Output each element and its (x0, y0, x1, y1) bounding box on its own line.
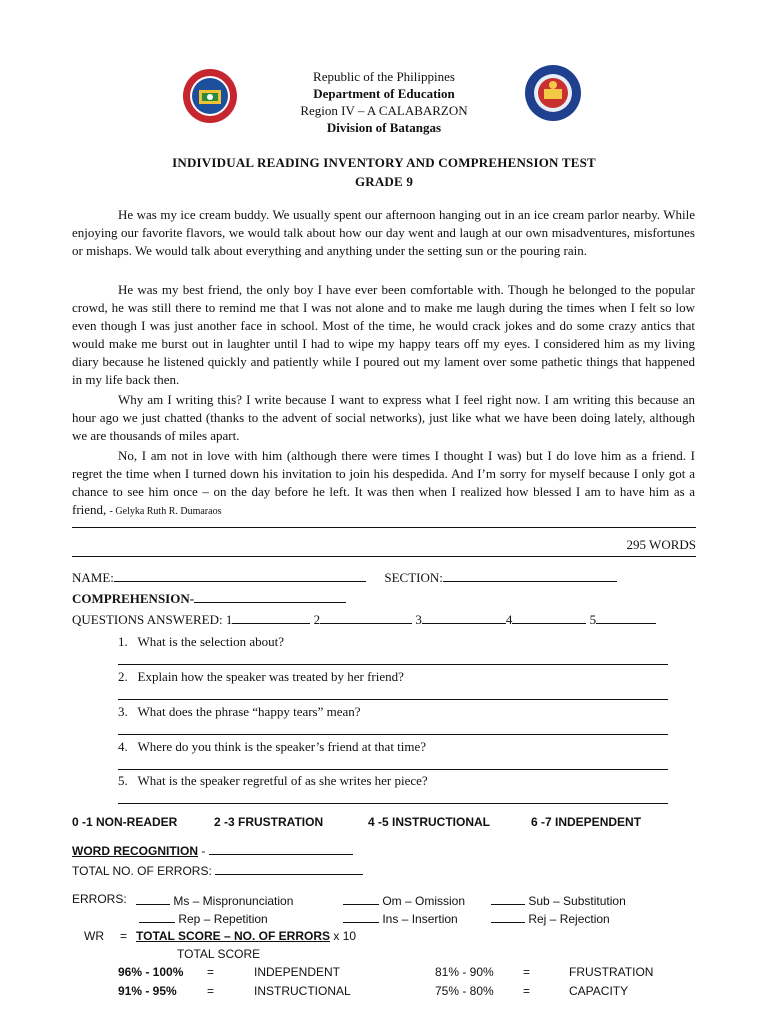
comprehension-row (72, 590, 346, 607)
scale-range-2: 81% - 90% (435, 965, 494, 979)
section-field[interactable] (443, 569, 617, 582)
error-insertion (343, 910, 458, 926)
substitution-label: Sub – Substitution (528, 894, 626, 908)
answer-line-4[interactable] (118, 769, 668, 770)
header (0, 68, 768, 136)
name-label: NAME: (72, 570, 114, 585)
page-title (0, 153, 768, 191)
substitution-field[interactable] (491, 892, 525, 905)
name-row (72, 569, 696, 586)
header-region: Region IV – A CALABARZON (300, 103, 468, 118)
header-republic: Republic of the Philippines (313, 69, 455, 84)
passage-paragraph-4-text: No, I am not in love with him (although there were times I thought I was) but I do love him as a friend. I regret the time when I turned down his invitation to join his despedida. And I’m sorry for myself because I only got a chance to see him once – on the day before he left. It was then when I realized how blessed I am to have him as a friend, (72, 448, 695, 517)
passage-paragraph-4 (72, 447, 695, 521)
question-4: 4. Where do you think is the speaker’s friend at that time? (118, 739, 427, 754)
formula-denominator: TOTAL SCORE (177, 947, 261, 961)
scale-eq-4: = (523, 984, 531, 998)
passage-paragraph-1: He was my ice cream buddy. We usually spent our afternoon hanging out in an ice cream parlor nearby. While enjoying our favorite flavors, we would talk about how our day went and laugh at our own misadventures, misfortunes or mishaps. We would talk about everything and anything under the setting sun or the pouring rain. (72, 207, 695, 258)
name-field[interactable] (114, 569, 366, 582)
question-5: 5. What is the speaker regretful of as she writes her piece? (118, 773, 428, 788)
section-label: SECTION: (384, 570, 443, 585)
answer-line-1[interactable] (118, 664, 668, 665)
omission-field[interactable] (343, 892, 379, 905)
q-number-5: 5 (589, 612, 597, 627)
wr-equals: = (120, 929, 128, 943)
scale-level-2: FRUSTRATION (569, 965, 654, 979)
level-independent: 6 -7 INDEPENDENT (531, 815, 642, 829)
questions-answered-label: QUESTIONS ANSWERED: (72, 612, 223, 627)
rejection-label: Rej – Rejection (528, 912, 610, 926)
word-count: 295 WORDS (626, 537, 696, 552)
word-recognition-field[interactable] (209, 842, 353, 855)
scale-level-4: CAPACITY (569, 984, 629, 998)
comprehension-label: COMPREHENSION- (72, 591, 195, 606)
total-errors-label: TOTAL NO. OF ERRORS: (72, 864, 212, 878)
q-number-2: 2 (313, 612, 321, 627)
q-answer-field-5[interactable] (596, 611, 656, 624)
rejection-field[interactable] (491, 910, 525, 923)
error-substitution (491, 892, 626, 908)
passage-bottom-divider (72, 556, 696, 557)
header-division: Division of Batangas (326, 120, 442, 135)
error-repetition (139, 910, 268, 926)
word-recognition-dash: - (198, 844, 206, 858)
wr-label: WR (84, 929, 104, 943)
header-department: Department of Education (313, 86, 455, 101)
passage-top-divider (72, 527, 696, 528)
scale-eq-3: = (207, 984, 215, 998)
answer-line-3[interactable] (118, 734, 668, 735)
level-frustration: 2 -3 FRUSTRATION (214, 815, 324, 829)
comprehension-score-field[interactable] (194, 590, 346, 603)
word-recognition-row (72, 842, 353, 858)
title-line-1: INDIVIDUAL READING INVENTORY AND COMPREHENSION TEST (172, 155, 596, 170)
scale-range-4: 75% - 80% (435, 984, 494, 998)
error-omission (343, 892, 465, 908)
q-answer-field-1[interactable] (232, 611, 310, 624)
scale-level-3: INSTRUCTIONAL (254, 984, 351, 998)
q-number-1: 1 (225, 612, 233, 627)
question-3: 3. What does the phrase “happy tears” mean? (118, 704, 361, 719)
q-answer-field-2[interactable] (320, 611, 412, 624)
error-rejection (491, 910, 610, 926)
question-2: 2. Explain how the speaker was treated by her friend? (118, 669, 404, 684)
q-number-4: 4 (505, 612, 513, 627)
question-1: 1. What is the selection about? (118, 634, 285, 649)
mispronunciation-field[interactable] (136, 892, 170, 905)
q-number-3: 3 (415, 612, 422, 627)
error-mispronunciation (136, 892, 293, 908)
q-answer-field-3[interactable] (422, 611, 506, 624)
formula-multiplier: x 10 (333, 929, 357, 943)
total-errors-row (72, 862, 363, 878)
word-recognition-label: WORD RECOGNITION (72, 844, 198, 858)
total-errors-field[interactable] (215, 862, 363, 875)
formula-numerator: TOTAL SCORE – NO. OF ERRORS (136, 929, 331, 943)
repetition-label: Rep – Repetition (178, 912, 268, 926)
passage-paragraph-3: Why am I writing this? I write because I want to express what I feel right now. I am writing this because an hour ago we just chatted (thanks to the advent of social networks), just like what we have been doing lately, although we are thousands of miles apart. (72, 392, 695, 443)
answer-line-5[interactable] (118, 803, 668, 804)
scale-range-3: 91% - 95% (118, 984, 177, 998)
insertion-field[interactable] (343, 910, 379, 923)
scale-eq-1: = (207, 965, 215, 979)
title-line-2: GRADE 9 (354, 174, 414, 189)
q-answer-field-4[interactable] (512, 611, 586, 624)
errors-label: ERRORS: (72, 892, 127, 906)
omission-label: Om – Omission (382, 894, 466, 908)
insertion-label: Ins – Insertion (382, 912, 458, 926)
repetition-field[interactable] (139, 910, 175, 923)
questions-answered-row (72, 611, 696, 628)
passage-paragraph-2: He was my best friend, the only boy I have ever been comfortable with. Though he belonged to the popular crowd, he was still there to remind me that I was not alone and to make me laugh during the times when I felt so low even though I was just another face in school. Most of the time, he would crack jokes and do some crazy antics that would make me burst out in laughter until I had to wipe my happy tears off my eyes. I considered him as my living diary because he listened quickly and patiently while I poured out my lament over some pathetic things that happened in my life back then. (72, 282, 695, 387)
passage-author: - Gelyka Ruth R. Dumaraos (109, 506, 222, 517)
mispronunciation-label: Ms – Mispronunciation (173, 894, 294, 908)
answer-line-2[interactable] (118, 699, 668, 700)
level-non-reader: 0 -1 NON-READER (72, 815, 178, 829)
scale-eq-2: = (523, 965, 531, 979)
level-instructional: 4 -5 INSTRUCTIONAL (368, 815, 491, 829)
scale-range-1: 96% - 100% (118, 965, 184, 979)
wr-formula (136, 929, 356, 943)
scale-level-1: INDEPENDENT (254, 965, 341, 979)
